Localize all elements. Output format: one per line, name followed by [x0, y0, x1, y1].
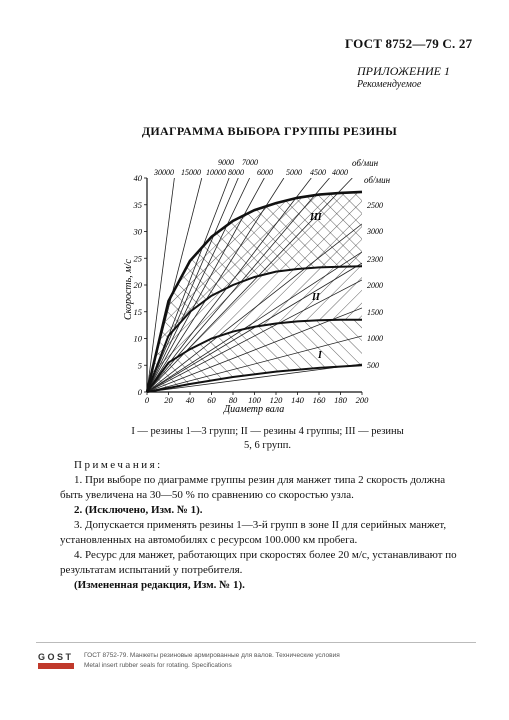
logo-word: GOST — [38, 652, 74, 662]
legend-line-1: I — резины 1—3 групп; II — резины 4 группы; III — резины — [131, 426, 404, 437]
x-tick-label: 140 — [291, 395, 304, 405]
gost-expert-logo — [38, 652, 74, 670]
zone-legend — [120, 425, 415, 453]
x-tick-label: 80 — [228, 395, 238, 405]
zone-label-III: III — [310, 212, 322, 223]
y-tick-label: 40 — [133, 173, 142, 183]
rpm-label-top: 6000 — [257, 168, 273, 177]
figure-title: ДИАГРАММА ВЫБОРА ГРУППЫ РЕЗИНЫ — [141, 124, 398, 138]
notes-section — [60, 458, 460, 593]
y-ticks — [133, 173, 148, 397]
x-tick-label: 200 — [355, 395, 369, 405]
footer-line-2: Metal insert rubber seals for rotating. Specifications — [84, 662, 232, 669]
rpm-label-right: 1500 — [367, 308, 383, 317]
x-tick-label: 120 — [269, 395, 283, 405]
logo-bar — [38, 663, 74, 669]
rpm-label-top: 10000 — [206, 168, 226, 177]
rpm-label-right: 2000 — [367, 281, 383, 290]
note-2: 2. (Исключено, Изм. № 1). — [74, 504, 203, 516]
rpm-unit-right: об/мин — [364, 175, 391, 185]
zone-fills — [147, 192, 362, 392]
rpm-label-top: 7000 — [242, 158, 258, 167]
y-tick-label: 20 — [133, 280, 142, 290]
x-tick-label: 160 — [312, 395, 326, 405]
x-tick-label: 20 — [164, 395, 173, 405]
document-id: ГОСТ 8752—79 С. 27 — [345, 36, 473, 51]
y-tick-label: 5 — [137, 360, 142, 371]
rpm-label-top: 15000 — [181, 168, 201, 177]
notes-heading: Примечания: — [74, 459, 163, 471]
recommended-label: Рекомендуемое — [357, 79, 422, 90]
appendix-label: ПРИЛОЖЕНИЕ 1 — [357, 64, 450, 78]
legend-line-2: 5, 6 групп. — [244, 440, 291, 451]
y-tick-label: 10 — [133, 333, 142, 344]
rpm-unit-top: об/мин — [352, 158, 379, 168]
y-tick-label: 25 — [133, 253, 142, 264]
x-tick-label: 60 — [207, 395, 216, 405]
note-4: 4. Ресурс для манжет, работающих при скоростях более 20 м/с, устанавливают по результатам испытаний у потребителя. — [60, 549, 457, 576]
rpm-label-right: 1000 — [367, 334, 383, 343]
rpm-label-top: 30000 — [154, 168, 174, 177]
rpm-label-right: 2500 — [367, 201, 383, 210]
x-tick-label: 180 — [334, 395, 347, 405]
rpm-label-top: 4500 — [310, 168, 326, 177]
zone-label-I: I — [318, 350, 322, 361]
x-tick-label: 100 — [248, 395, 261, 405]
footer-text — [84, 651, 340, 671]
rpm-label-top: 4000 — [332, 168, 348, 177]
footer-line-1: ГОСТ 8752-79. Манжеты резиновые армированные для валов. Технические условия — [84, 652, 340, 659]
rpm-label-right: 500 — [367, 361, 379, 370]
y-tick-label: 35 — [133, 199, 142, 210]
x-tick-label: 0 — [144, 395, 150, 405]
zone-label-II: II — [312, 292, 320, 303]
x-axis-label: Диаметр вала — [223, 404, 285, 415]
rpm-label-right: 3000 — [367, 227, 383, 236]
rubber-group-chart — [120, 150, 400, 420]
rpm-label-right: 2300 — [367, 255, 383, 264]
y-tick-label: 15 — [133, 306, 142, 317]
note-1: 1. При выборе по диаграмме группы резин для манжет типа 2 скорость должна быть увеличена на 30—50 % по сравнению со скоростью узла. — [60, 474, 446, 501]
rpm-label-top: 9000 — [218, 158, 234, 167]
y-tick-label: 0 — [137, 387, 142, 397]
y-tick-label: 30 — [133, 226, 142, 237]
y-axis-label: Скорость, м/с — [123, 259, 134, 320]
note-3: 3. Допускается применять резины 1—3-й групп в зоне II для серийных манжет, установленных на автомобилях с ресурсом 100.000 км пробега. — [60, 519, 447, 546]
x-tick-label: 40 — [185, 395, 195, 405]
footer-divider — [36, 642, 476, 643]
edit-note: (Измененная редакция, Изм. № 1). — [74, 579, 245, 591]
rpm-label-top: 5000 — [286, 168, 302, 177]
rpm-label-top: 8000 — [228, 168, 244, 177]
